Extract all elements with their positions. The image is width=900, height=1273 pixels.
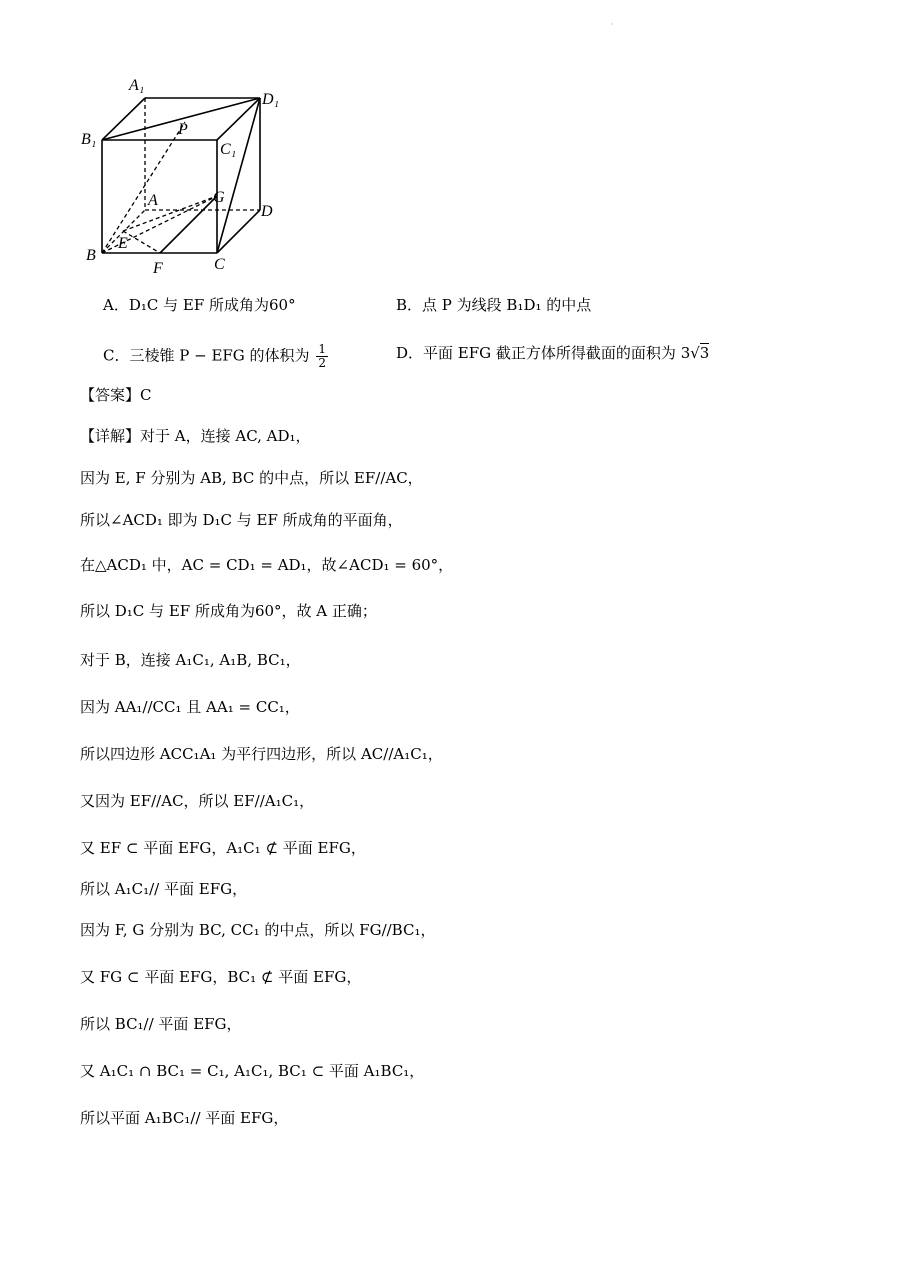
option-b: B．点 P 为线段 B₁D₁ 的中点 [396, 296, 592, 314]
fraction-one-half [316, 343, 328, 370]
label-e: E [118, 235, 128, 252]
solution-line: 又 A₁C₁ ∩ BC₁ = C₁, A₁C₁, BC₁ ⊂ 平面 A₁BC₁， [80, 1062, 425, 1080]
solution-line: 对于 B，连接 A₁C₁, A₁B, BC₁， [80, 651, 301, 669]
solution-line: 【详解】对于 A，连接 AC, AD₁， [80, 427, 311, 445]
option-a: A．D₁C 与 EF 所成角为60° [103, 296, 296, 314]
solution-line: 所以 A₁C₁// 平面 EFG， [80, 880, 248, 898]
label-d: D [261, 203, 273, 220]
solution-line: 所以平面 A₁BC₁// 平面 EFG， [80, 1109, 289, 1127]
answer-line: 【答案】C [80, 386, 152, 404]
segment-fg [160, 196, 217, 253]
solution-line: 所以四边形 ACC₁A₁ 为平行四边形，所以 AC//A₁C₁， [80, 745, 443, 763]
fraction-denominator: 2 [318, 356, 326, 370]
solution-line: 因为 E, F 分别为 AB, BC 的中点，所以 EF//AC， [80, 469, 423, 487]
label-b: B [86, 247, 96, 264]
option-d-text: D．平面 EFG 截正方体所得截面的面积为 [396, 344, 676, 362]
option-c [103, 343, 328, 370]
solution-line: 在△ACD₁ 中，AC = CD₁ = AD₁，故∠ACD₁ = 60°， [80, 556, 454, 574]
label-p: P [178, 121, 188, 138]
corner-dot: · [611, 20, 614, 29]
segment-d1c [217, 98, 260, 253]
solution-line: 又因为 EF//AC，所以 EF//A₁C₁， [80, 792, 315, 810]
solution-line: 因为 AA₁//CC₁ 且 AA₁ = CC₁， [80, 698, 300, 716]
label-c1: C₁ [220, 141, 237, 158]
radicand: 3 [699, 344, 710, 362]
label-d1: D₁ [262, 91, 280, 108]
cube-figure [75, 70, 295, 280]
radical-sign: √ [690, 344, 700, 362]
segment-eg [123, 196, 217, 231]
label-a: A [148, 192, 158, 209]
option-d [396, 343, 709, 363]
segment-ef [123, 231, 160, 253]
solution-line: 因为 F, G 分别为 BC, CC₁ 的中点，所以 FG//BC₁， [80, 921, 436, 939]
label-f: F [153, 260, 163, 277]
fraction-numerator: 1 [318, 342, 326, 356]
segment-bp [102, 122, 185, 253]
label-a1: A₁ [129, 77, 145, 94]
solution-line: 所以 D₁C 与 EF 所成角为60°，故 A 正确； [80, 602, 377, 620]
solution-line: 所以∠ACD₁ 即为 D₁C 与 EF 所成角的平面角， [80, 511, 403, 529]
label-c: C [214, 256, 225, 273]
solution-line: 又 EF ⊂ 平面 EFG，A₁C₁ ⊄ 平面 EFG， [80, 839, 366, 857]
label-b1: B₁ [81, 131, 97, 148]
solution-line: 又 FG ⊂ 平面 EFG，BC₁ ⊄ 平面 EFG， [80, 968, 362, 986]
label-g: G [213, 189, 225, 206]
radical-coefficient: 3 [680, 344, 691, 362]
solution-line: 所以 BC₁// 平面 EFG， [80, 1015, 242, 1033]
option-c-text: C．三棱锥 P − EFG 的体积为 [103, 346, 310, 365]
